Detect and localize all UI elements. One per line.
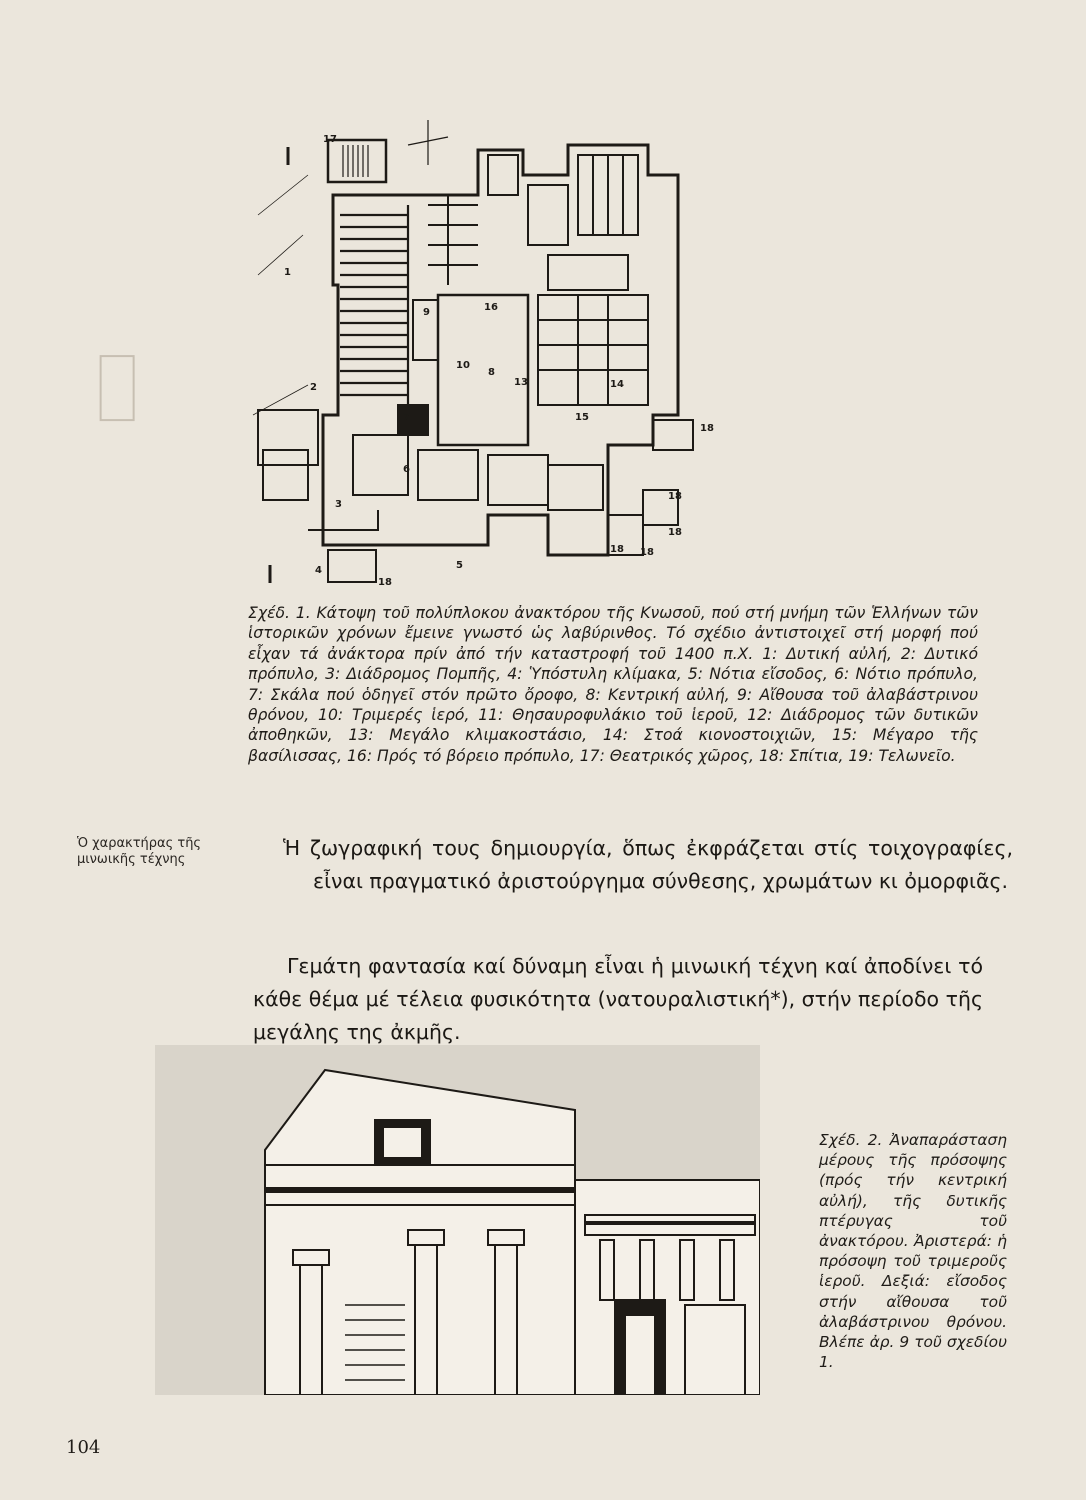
plan-label: 13 — [514, 377, 528, 388]
margin-note: Ὁ χαρακτήρας τῆς μινωικῆς τέχνης — [77, 836, 202, 867]
plan-label: 18 — [700, 423, 714, 434]
plan-label: 9 — [423, 307, 430, 318]
plan-label: 10 — [456, 360, 470, 371]
show-through-margin — [70, 195, 170, 213]
page-number: 104 — [66, 1437, 101, 1458]
paragraph-painting: Ἡ ζωγραφική τους δημιουργία, ὅπως ἐκφράζεται στίς τοιχογραφίες, εἶναι πραγματικό ἀριστούργημα σύνθεσης, χρωμάτων κι ὀμορφιᾶς. — [283, 836, 1013, 893]
plan-label: 1 — [284, 267, 291, 278]
plan-label: 18 — [610, 544, 624, 555]
plan-label: 18 — [668, 527, 682, 538]
plan-label: 16 — [484, 302, 498, 313]
plan-label: 3 — [335, 499, 342, 510]
plan-label: 4 — [315, 565, 322, 576]
plan-label: 15 — [575, 412, 589, 423]
plan-label: 14 — [610, 379, 624, 390]
plan-label: 18 — [640, 547, 654, 558]
plan-label: 18 — [668, 491, 682, 502]
figure1-caption: Σχέδ. 1. Κάτοψη τοῦ πολύπλοκου ἀνακτόρου τῆς Κνωσοῦ, πού στή μνήμη τῶν Ἑλλήνων τῶν ἱστορικῶν χρόνων ἔμεινε γνωστό ὡς λαβύρινθος. Τό σχέδιο ἀντιστοιχεῖ στή μορφή πού εἶχαν τά ἀνάκτορα πρίν ἀπό τήν καταστροφή τοῦ 1400 π.Χ. 1: Δυτική αὐλή, 2: Δυτικό πρόπυλο, 3: Διάδρομος Πομπῆς, 4: Ὑπόστυλη κλίμακα, 5: Νότια εἴσοδος, 6: Νότιο πρόπυλο, 7: Σκάλα πού ὁδηγεῖ στόν πρῶτο ὄροφο, 8: Κεντρική αὐλή, 9: Αἴθουσα τοῦ ἀλαβάστρινου θρόνου, 10: Τριμερές ἱερό, 11: Θησαυροφυλάκιο τοῦ ἱεροῦ, 12: Διάδρομος τῶν δυτικῶν ἀποθηκῶν, 13: Μεγάλο κλιμακοστάσιο, 14: Στοά κιονοστοιχιῶν, 15: Μέγαρο τῆς βασίλισσας, 16: Πρός τό βόρειο πρόπυλο, 17: Θεατρικός χῶρος, 18: Σπίτια, 19: Τελωνεῖο. — [248, 604, 978, 765]
plan-label: 2 — [310, 382, 317, 393]
show-through-number — [100, 355, 135, 421]
figure2-caption: Σχέδ. 2. Ἀναπαράσταση μέρους τῆς πρόσοψης (πρός τήν κεντρική αὐλή), τῆς δυτικῆς πτέρυγας τοῦ ἀνακτόρου. Ἀριστερά: ἡ πρόσοψη τοῦ τριμεροῦς ἱεροῦ. Δεξιά: εἴσοδος στήν αἴθουσα τοῦ ἀλαβάστρινου θρόνου. Βλέπε ἀρ. 9 τοῦ σχεδίου 1. — [819, 1131, 1007, 1372]
plan-label: 8 — [488, 367, 495, 378]
plan-label: 17 — [323, 134, 337, 145]
plan-label: 18 — [378, 577, 392, 588]
plan-label: 6 — [403, 464, 410, 475]
plan-label: 5 — [456, 560, 463, 571]
palace-floor-plan — [248, 115, 718, 595]
plan-label: 7 — [403, 412, 410, 423]
paragraph-art: Γεμάτη φαντασία καί δύναμη εἶναι ἡ μινωική τέχνη καί ἀποδίνει τό κάθε θέμα μέ τέλεια φυσικότητα (νατουραλιστική*), στήν περίοδο τῆς μεγάλης της ἀκμῆς. — [253, 954, 983, 1044]
